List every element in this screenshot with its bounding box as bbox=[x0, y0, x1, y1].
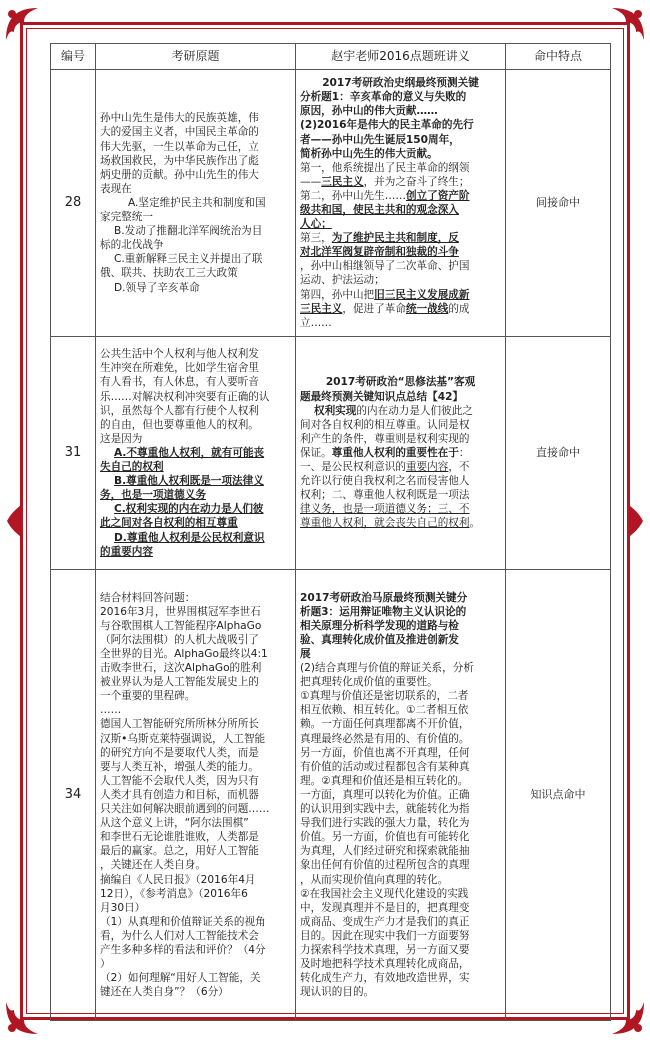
text-line: 及时地把科学技术真理转化成商品， bbox=[300, 958, 470, 971]
option-d: D.领导了辛亥革命 bbox=[114, 281, 200, 294]
corner-ornament-icon bbox=[2, 998, 42, 1038]
text-line: 一方面，真理可以转化为价值。正确 bbox=[300, 788, 470, 801]
text-line: 运动、护法运动； bbox=[300, 274, 385, 287]
lecture-title: 分析题1：辛亥革命的意义与失败的 bbox=[300, 91, 467, 104]
text-line: 击败李世石，这次AlphaGo的胜利 bbox=[100, 662, 262, 675]
text-span: 第三， bbox=[300, 232, 332, 245]
hit-feature: 知识点命中 bbox=[506, 570, 611, 1021]
text-line: 导我们进行实践的强大力量，转化为 bbox=[300, 817, 470, 830]
lecture-title: 2017考研政治马原最终预测关键分 bbox=[300, 591, 468, 604]
corner-ornament-icon bbox=[2, 4, 42, 44]
text-line: 只关注如何解决眼前遇到的问题…… bbox=[100, 803, 270, 816]
text-line: 允许以行使自我权利之名而侵害他人 bbox=[300, 475, 470, 488]
header-number: 编号 bbox=[51, 44, 96, 70]
highlight-text: 重要内容 bbox=[405, 461, 449, 474]
text-line: 的认识用到实践中去，就能转化为指 bbox=[300, 803, 470, 816]
side-ornament-icon bbox=[5, 496, 25, 546]
text-line: 家完整统一 bbox=[100, 211, 153, 224]
text-line: 的研究方向不是要取代人类，而是 bbox=[100, 746, 259, 759]
highlight-text: 尊重他人权利的重要性在于 bbox=[331, 446, 459, 459]
text-line: 场救国救民，为中华民族作出了彪 bbox=[100, 154, 259, 167]
text-span: 的成 bbox=[448, 302, 470, 315]
option-b: B.发动了推翻北洋军阀统治为目 bbox=[114, 225, 263, 238]
highlight-text: 不 bbox=[458, 503, 470, 516]
text-line: 标的北伐战争 bbox=[100, 239, 164, 252]
lecture-title: 题最终预测关键知识点总结【42】 bbox=[300, 390, 464, 403]
text-line: 键还在人类自身”？（6分） bbox=[100, 986, 229, 999]
text-line: 理。②真理和价值还是相互转化的。 bbox=[300, 774, 469, 787]
lecture-title: 2017考研政治史纲最终预测关键 bbox=[322, 77, 479, 90]
text-line: 公共生活中个人权利与他人权利发 bbox=[100, 348, 259, 361]
lecture-cell bbox=[296, 337, 506, 570]
text-line: 12日），《参考消息》（2016年6 bbox=[100, 887, 248, 900]
text-line: 的自由，但也要尊重他人的权利。 bbox=[100, 418, 259, 431]
text-line: 赖。一方面任何真理都离不开价值， bbox=[300, 718, 470, 731]
question-cell bbox=[96, 570, 296, 1021]
text-line: 识，虽然每个人都有行使个人权利 bbox=[100, 404, 259, 417]
highlight-text: 人心； bbox=[300, 218, 332, 231]
text-span: ，不 bbox=[448, 461, 470, 474]
highlight-text: 律义务，也是一项道德义务；三、 bbox=[300, 503, 459, 516]
text-line: 简析孙中山先生的伟大贡献。 bbox=[300, 147, 438, 160]
text-span: 保证。 bbox=[300, 446, 332, 459]
text-line: 间对各自权利的相互尊重。认同是权 bbox=[300, 418, 470, 431]
text-line: 结合材料回答问题： bbox=[100, 591, 196, 604]
text-line: 转化成生产力，有效地改造世界，实 bbox=[300, 972, 470, 985]
text-span: 。 bbox=[469, 517, 481, 530]
highlight-text: 级共和国，使民主共和的观念深入 bbox=[300, 204, 459, 216]
text-line: ②在我国社会主义现代化建设的实践 bbox=[300, 887, 469, 900]
text-line: 真理最终必然是有用的、有价值的。 bbox=[300, 732, 470, 745]
text-line: 另一方面，价值也离不开真理，任何 bbox=[300, 746, 470, 759]
option-b-cont: 务，也是一项道德义务 bbox=[100, 489, 206, 502]
text-line: 生冲突在所难免，比如学生宿舍里 bbox=[100, 362, 259, 375]
highlight-text: 权利实现 bbox=[314, 404, 357, 417]
text-line: 象出任何有价值的过程所包含的真理 bbox=[300, 859, 470, 872]
text-line: 力探索科学技术真理，另一方面又要 bbox=[300, 943, 470, 956]
text-line: 2016年3月，世界围棋冠军李世石 bbox=[100, 605, 261, 618]
lecture-cell bbox=[296, 70, 506, 337]
text-line: （2）如何理解“用好人工智能，关 bbox=[100, 972, 261, 985]
text-line: 全世界的目光。AlphaGo最终以4:1 bbox=[100, 648, 268, 661]
lecture-title: 析题3：运用辩证唯物主义认识论的 bbox=[300, 605, 467, 618]
text-line: 有人看书，有人休息，有人要听音 bbox=[100, 376, 259, 389]
text-line: ①真理与价值还是密切联系的，二者 bbox=[300, 690, 469, 703]
highlight-text: 统一战线 bbox=[405, 302, 449, 315]
text-line: 中，发现真理并不是目的，把真理变 bbox=[300, 901, 470, 914]
text-line: 利产生的条件，尊重则是权利实现的 bbox=[300, 432, 470, 445]
text-span: ： bbox=[458, 446, 470, 459]
option-c-cont: 此之间对各自权利的相互尊重 bbox=[100, 517, 238, 530]
text-line: (2)2016年是伟大的民主革命的先行 bbox=[300, 119, 474, 132]
option-a: A.坚定维护民主共和制度和国 bbox=[128, 196, 266, 209]
text-line: ，孙中山相继领导了二次革命、护国 bbox=[300, 260, 470, 273]
text-line: 一个重要的里程碑。 bbox=[100, 690, 196, 703]
text-line: （阿尔法围棋）的人机大战吸引了 bbox=[100, 633, 259, 646]
text-span: 一、是公民权利意识的 bbox=[300, 461, 406, 474]
question-cell bbox=[96, 337, 296, 570]
highlight-text: 对北洋军阀复辟帝制和独裁的斗争 bbox=[300, 246, 459, 259]
text-line: 最后的赢家。总之，用好人工智能 bbox=[100, 845, 259, 858]
text-line: 有价值的活动或过程都包含有某种真 bbox=[300, 760, 470, 773]
text-line: 这是因为 bbox=[100, 432, 143, 445]
option-a: A.不尊重他人权利，就有可能丧 bbox=[114, 446, 265, 459]
text-line: 被业界认为是人工智能发展史上的 bbox=[100, 676, 259, 689]
question-number: 34 bbox=[51, 570, 96, 1021]
option-c: C.权利实现的内在动力是人们彼 bbox=[114, 503, 264, 516]
hit-feature: 直接命中 bbox=[506, 337, 611, 570]
text-line: 炳史册的贡献。孙中山先生的伟大 bbox=[100, 168, 259, 181]
text-line: （1）从真理和价值辩证关系的视角 bbox=[100, 915, 266, 928]
header-lecture: 赵宇老师2016点题班讲义 bbox=[296, 44, 506, 70]
text-line: 立…… bbox=[300, 316, 332, 329]
option-a-cont: 失自己的权利 bbox=[100, 461, 164, 474]
text-line: 乐……对解决权利冲突要有正确的认 bbox=[100, 390, 270, 403]
text-line: ） bbox=[100, 958, 111, 971]
header-feature: 命中特点 bbox=[506, 44, 611, 70]
option-d-cont: 的重要内容 bbox=[100, 545, 153, 558]
text-line: 看，为什么人们对人工智能技术会 bbox=[100, 929, 259, 942]
lecture-title: 展 bbox=[300, 648, 311, 661]
text-line: ，从而实现价值向真理的转化。 bbox=[300, 873, 449, 886]
text-line: 目的。因此在现实中我们一方面要努 bbox=[300, 929, 470, 942]
lecture-title: 原因，孙中山的伟大贡献…… bbox=[300, 105, 438, 118]
text-line: (2)结合真理与价值的辩证关系，分析 bbox=[300, 662, 474, 675]
comparison-table bbox=[50, 43, 611, 1021]
text-line: 孙中山先生是伟大的民族英雄，伟 bbox=[100, 112, 259, 125]
highlight-text: 为了维护民主共和制度，反 bbox=[331, 232, 459, 245]
text-line: 和李世石无论谁胜谁败，人类都是 bbox=[100, 831, 259, 844]
text-line: 与谷歌围棋人工智能程序AlphaGo bbox=[100, 619, 262, 632]
text-span: ，并为之奋斗了终生； bbox=[363, 175, 470, 188]
question-number: 28 bbox=[51, 70, 96, 337]
text-span: ，促进了革命 bbox=[342, 302, 406, 315]
hit-feature: 间接命中 bbox=[506, 70, 611, 337]
text-line: 产生多种多样的看法和评价？（4分 bbox=[100, 943, 266, 956]
corner-ornament-icon bbox=[608, 4, 648, 44]
text-line: …… bbox=[100, 704, 122, 717]
lecture-title: 2017考研政治“思修法基”客观 bbox=[325, 376, 476, 389]
text-line: 者——孙中山先生诞辰150周年， bbox=[300, 133, 460, 146]
text-line: 相互依赖、相互转化。①二者相互依 bbox=[300, 704, 469, 717]
highlight-text: 创立了资产阶 bbox=[405, 189, 470, 202]
highlight-text: 三民主义 bbox=[321, 175, 364, 188]
text-line: 摘编自《人民日报》（2016年4月 bbox=[100, 873, 256, 886]
lecture-title: 相关原理分析科学发现的道路与检 bbox=[300, 619, 459, 632]
option-b: B.尊重他人权利既是一项法律义 bbox=[114, 475, 264, 488]
text-line: 权利；二、尊重他人权利既是一项法 bbox=[300, 489, 470, 502]
text-line: 现认识的目的。 bbox=[300, 986, 375, 999]
text-line: 月30日） bbox=[100, 901, 146, 914]
text-line: 伟大先驱，一生以革命为己任，立 bbox=[100, 140, 259, 153]
text-line: 人类才具有创造力和目标，而机器 bbox=[100, 788, 259, 801]
question-number: 31 bbox=[51, 337, 96, 570]
table-header-row bbox=[51, 44, 611, 70]
highlight-text: 旧三民主义发展成新 bbox=[374, 288, 470, 301]
text-span: 的内在动力是人们彼此之 bbox=[356, 404, 473, 417]
text-line: 价值。另一方面，价值也有可能转化 bbox=[300, 831, 470, 844]
text-line: 德国人工智能研究所所林分所所长 bbox=[100, 718, 259, 731]
text-line: 从这个意义上讲，“阿尔法围棋” bbox=[100, 817, 249, 830]
option-d: D.尊重他人权利是公民权利意识 bbox=[114, 531, 265, 544]
text-line: 要与人类互补，增强人类的能力。 bbox=[100, 760, 259, 773]
text-line: 人工智能不会取代人类，因为只有 bbox=[100, 774, 259, 787]
side-ornament-icon bbox=[625, 496, 645, 546]
highlight-text: 尊重他人权利，就会丧失自己的权利 bbox=[300, 517, 470, 530]
text-span: —— bbox=[300, 175, 322, 188]
text-line: 第一，他系统提出了民主革命的纲领 bbox=[300, 161, 470, 174]
highlight-text: 三民主义 bbox=[300, 302, 343, 315]
text-line: 汉斯•乌斯克莱特强调说，人工智能 bbox=[100, 732, 266, 745]
text-line: 俄、联共、扶助农工三大政策 bbox=[100, 267, 238, 280]
table-row bbox=[51, 70, 611, 337]
header-question: 考研原题 bbox=[96, 44, 296, 70]
text-line: 把真理转化成价值的重要性。 bbox=[300, 676, 438, 689]
option-c: C.重新解释三民主义并提出了联 bbox=[114, 253, 263, 266]
text-span: 第四，孙中山把 bbox=[300, 288, 375, 301]
text-line: ，关键还在人类自身。 bbox=[100, 859, 206, 872]
text-line: 成商品、变成生产力才是我们的真正 bbox=[300, 915, 470, 928]
text-line: 为真理，人们经过研究和探索就能抽 bbox=[300, 845, 470, 858]
lecture-title: 验、真理转化成价值及推进创新发 bbox=[300, 633, 459, 646]
text-line: 表现在 bbox=[100, 182, 132, 195]
lecture-cell bbox=[296, 570, 506, 1021]
text-span: 第二，孙中山先生…… bbox=[300, 189, 406, 202]
table-row bbox=[51, 570, 611, 1021]
question-cell bbox=[96, 70, 296, 337]
text-line: 大的爱国主义者，中国民主革命的 bbox=[100, 126, 259, 139]
table-row bbox=[51, 337, 611, 570]
corner-ornament-icon bbox=[608, 998, 648, 1038]
